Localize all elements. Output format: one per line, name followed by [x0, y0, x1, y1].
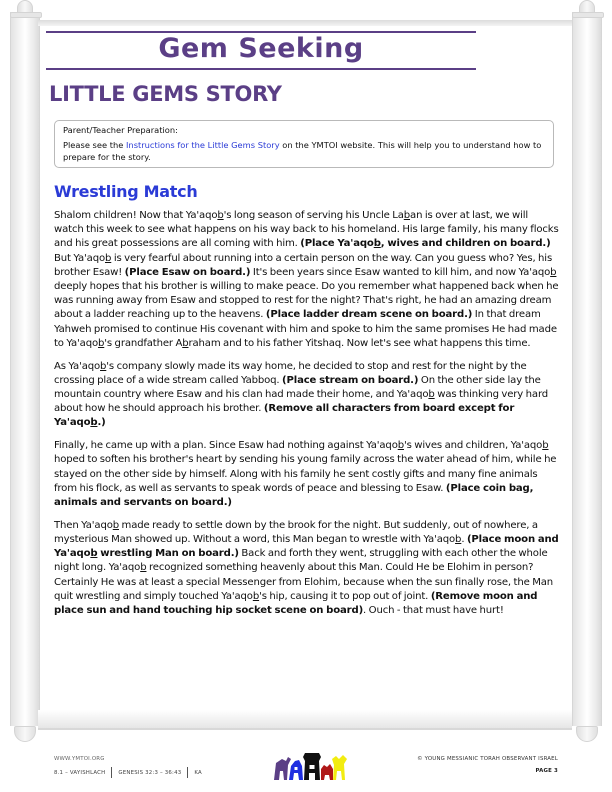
- preparation-label: Parent/Teacher Preparation:: [63, 125, 178, 135]
- story-text: is very fearful about running into a certain person on the way. Can you guess who? Yes, his brother Esaw!: [54, 252, 553, 278]
- scroll-cap-bottom-icon: [576, 726, 598, 742]
- story-text: Back and forth they went, struggling with each other the whole night long. Ya'aqo: [54, 548, 548, 574]
- story-text: 's company slowly made its way home, he decided to stop and rest for the night by the crossing place of a wide stream called Yabboq.: [54, 360, 527, 386]
- footer-divider: [111, 767, 112, 778]
- scroll-cap-top-icon: [579, 0, 595, 14]
- ymtoi-logo-icon: [270, 751, 350, 781]
- story-text: made ready to settle down by the brook for the night. But suddenly, out of nowhere, a mysterious Man showed up. Without a word, this Man began to wrestle with Ya'aqo: [54, 519, 538, 546]
- story-text: But Ya'aqo: [54, 252, 105, 264]
- stage-direction: .): [97, 417, 106, 429]
- story-text: 's grandfather A: [104, 337, 183, 349]
- story-text: .: [461, 534, 467, 546]
- scroll-rod-right-icon: [572, 12, 602, 726]
- stage-direction: b: [373, 238, 381, 250]
- scroll-rod-left-icon: [10, 12, 40, 726]
- footer-left: [54, 756, 202, 778]
- story-text: b: [550, 266, 557, 278]
- scroll-paper-top-edge: [38, 20, 572, 26]
- story-text: b: [252, 590, 260, 602]
- footer-website[interactable]: WWW.YMTOI.ORG: [54, 756, 105, 762]
- stage-direction: (Place Ya'aqo: [300, 238, 374, 250]
- story-text: Finally, he came up with a plan. Since Esaw had nothing against Ya'aqo: [54, 440, 398, 452]
- stage-direction: (Place moon and Ya'aqo: [54, 534, 559, 560]
- story-text: 's wives and children, Ya'aqo: [403, 440, 543, 452]
- story-text: deeply hopes that his brother is willing to make peace. Do you remember what happened back when he was running away from Esaw and stopped to rest for the night? That's right, he had an amazing dream about a ladder reaching up to the heavens.: [54, 281, 559, 321]
- stage-direction: (Place coin bag, animals and servants on board.): [54, 482, 534, 509]
- scroll-paper-bottom-edge: [38, 710, 572, 730]
- story-text: 's long season of serving his Uncle La: [223, 210, 404, 221]
- footer-copyright: © YOUNG MESSIANIC TORAH OBSERVANT ISRAEL: [417, 756, 558, 762]
- stage-direction: (Place Esaw on board.): [124, 266, 251, 278]
- story-text: b: [403, 210, 411, 221]
- story-text: b: [100, 360, 107, 372]
- stage-direction: (Place stream on board.): [282, 374, 419, 386]
- story-paragraph: [54, 360, 559, 431]
- story-paragraph: [54, 209, 559, 351]
- scroll-cap-top-icon: [17, 0, 33, 14]
- story-text: b: [397, 440, 404, 452]
- section-heading: LITTLE GEMS STORY: [49, 82, 282, 106]
- preparation-box: [54, 120, 554, 168]
- story-text: On the other side lay the mountain country where Esaw and his clan had made their home, and Ya'aqo: [54, 374, 541, 401]
- preparation-text-after: on the YMTOI website. This will help you to understand how to prepare for the story.: [63, 140, 542, 162]
- title-rule-bottom: [46, 68, 476, 70]
- story-text: hoped to soften his brother's heart by sending his young family across the water ahead of him, while he stayed on the other side by himself. Along with his family he sent costly gifts and many fine animals from his flock, as well as servants to speak words of peace and blessing to Esaw.: [54, 454, 557, 494]
- preparation-text: [63, 139, 545, 163]
- story-text: b: [105, 252, 112, 264]
- story-text: b: [98, 337, 105, 349]
- story-text: b: [455, 534, 462, 546]
- story-text: . Ouch - that must have hurt!: [363, 605, 504, 617]
- stage-direction: (Remove all characters from board except for Ya'aqo: [54, 403, 515, 429]
- page-title: Gem Seeking: [158, 33, 364, 64]
- preparation-text-before: Please see the: [63, 140, 126, 150]
- story-text: b: [217, 210, 224, 221]
- footer-scripture: GENESIS 32:3 – 36:43: [118, 770, 182, 776]
- footer-divider: [187, 767, 188, 778]
- story-text: b: [112, 519, 119, 531]
- scroll-cap-bottom-icon: [14, 726, 36, 742]
- story-text: b: [542, 440, 549, 452]
- page-number: PAGE 3: [535, 768, 558, 774]
- story-text: b: [182, 337, 189, 349]
- story-text: 's hip, causing it to pop out of joint.: [259, 590, 431, 602]
- story-heading: Wrestling Match: [54, 182, 198, 201]
- story-text: an is over at last, we will watch this week to see what happens on his way back to his homeland. His large family, his many flocks and his great possessions are all coming with him.: [54, 210, 559, 250]
- story-text: was thinking very hard about how he should approach his brother.: [54, 389, 549, 415]
- story-text: As Ya'aqo: [54, 360, 101, 372]
- stage-direction: , wives and children on board.): [380, 238, 551, 250]
- footer-meta: [54, 767, 202, 778]
- story-text: b: [140, 562, 147, 574]
- footer-level: KA: [194, 770, 202, 776]
- footer-right: [417, 756, 558, 774]
- story-text: recognized something heavenly about this Man. Could He be Elohim in person? Certainly He was at least a special Messenger from Elohim, because when the sun finally rose, the Man quit wrestling and simply touched Ya'aqo: [54, 562, 554, 602]
- instructions-link[interactable]: Instructions for the Little Gems Story: [125, 140, 280, 150]
- stage-direction: wrestling Man on board.): [97, 548, 239, 560]
- story-paragraph: [54, 439, 559, 510]
- story-text: Shalom children! Now that Ya'aqo: [54, 210, 218, 221]
- footer-lesson: 8.1 – VAYISHLACH: [54, 770, 106, 776]
- stage-direction: b: [90, 548, 98, 560]
- story-paragraph: [54, 519, 559, 618]
- stage-direction: (Remove moon and place sun and hand touching hip socket scene on board): [54, 590, 538, 617]
- story-text: It's been years since Esaw wanted to kill him, and now Ya'aqo: [250, 266, 551, 278]
- stage-direction: (Place ladder dream scene on board.): [265, 309, 473, 321]
- story-text: Then Ya'aqo: [54, 519, 113, 531]
- stage-direction: b: [90, 417, 98, 429]
- story-body: [54, 209, 559, 627]
- story-text: b: [428, 389, 435, 401]
- story-text: raham and to his father Yitshaq. Now let's see what happens this time.: [188, 337, 531, 349]
- story-text: In that dream Yahweh promised to continue His covenant with him and spoke to him the same promises He had made to Ya'aqo: [54, 309, 557, 349]
